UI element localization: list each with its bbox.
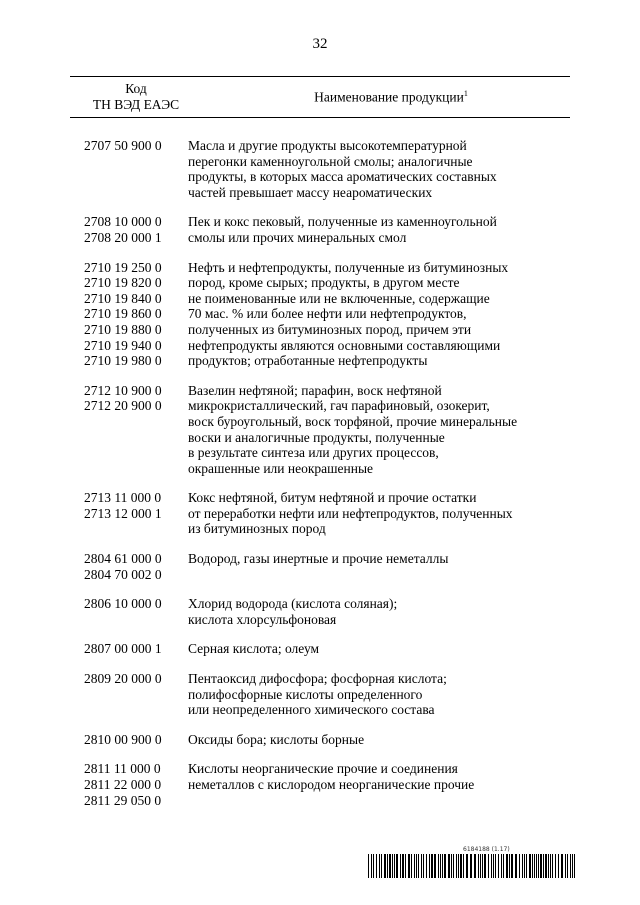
product-description: [188, 260, 508, 369]
code-header-line2: ТН ВЭД ЕАЭС: [92, 97, 180, 112]
description-line: продукты, в которых масса ароматических составных: [188, 169, 497, 185]
description-line: от переработки нефти или нефтепродуктов, полученных: [188, 505, 513, 521]
tnved-code: 2807 00 000 1: [84, 641, 162, 657]
tnved-code: 2710 19 980 0: [84, 353, 162, 369]
table-row: [84, 641, 574, 657]
tnved-code: 2811 22 000 0: [84, 777, 162, 792]
tnved-code: 2712 10 900 0: [84, 382, 162, 398]
tnved-code: 2710 19 250 0: [84, 259, 162, 275]
code-column-header: [70, 81, 202, 113]
code-cell: [84, 596, 188, 627]
description-line: пород, кроме сырых; продукты, в другом месте: [188, 275, 460, 291]
table-row: [84, 761, 574, 808]
description-line: Вазелин нефтяной; парафин, воск нефтяной: [188, 382, 442, 398]
description-line: Нефть и нефтепродукты, полученные из битуминозных: [188, 259, 509, 275]
code-header-line1: Код: [125, 81, 147, 96]
code-cell: [84, 490, 188, 537]
barcode-graphic: [368, 854, 578, 878]
product-description: [188, 641, 319, 657]
description-line: полифосфорные кислоты определенного: [188, 686, 423, 702]
description-line: не поименованные или не включенные, содержащие: [188, 290, 490, 306]
table-row: [84, 671, 574, 718]
product-description: [188, 138, 497, 200]
product-description: [188, 732, 364, 748]
product-description: [188, 214, 497, 245]
table-row: [84, 551, 574, 582]
tnved-code: 2710 19 860 0: [84, 306, 162, 322]
tnved-code: 2804 70 002 0: [84, 566, 162, 582]
description-line: Пентаоксид дифосфора; фосфорная кислота;: [188, 671, 447, 687]
name-header-label: Наименование продукции: [314, 89, 464, 105]
description-line: или неопределенного химического состава: [188, 702, 435, 718]
description-line: продуктов; отработанные нефтепродукты: [188, 353, 428, 369]
description-line: Оксиды бора; кислоты борные: [188, 731, 365, 747]
product-description: [188, 490, 513, 537]
description-line: из битуминозных пород: [188, 521, 326, 537]
description-line: кислота хлорсульфоновая: [188, 611, 337, 627]
description-line: в результате синтеза или других процессов,: [188, 445, 439, 461]
tnved-code: 2811 11 000 0: [84, 761, 161, 777]
code-cell: [84, 551, 188, 582]
product-description: [188, 383, 517, 477]
description-line: воск буроугольный, воск торфяной, прочие минеральные: [188, 413, 518, 429]
code-cell: [84, 732, 188, 748]
description-line: Пек и кокс пековый, полученные из каменноугольной: [188, 214, 497, 230]
description-line: 70 мас. % или более нефти или нефтепродуктов,: [188, 306, 467, 322]
description-line: Кокс нефтяной, битум нефтяной и прочие остатки: [188, 490, 477, 506]
description-line: Хлорид водорода (кислота соляная);: [188, 596, 398, 612]
tnved-code: 2713 11 000 0: [84, 490, 162, 506]
tnved-code: 2712 20 900 0: [84, 398, 162, 414]
product-description: [188, 671, 447, 718]
code-cell: [84, 671, 188, 718]
table-row: [84, 138, 574, 200]
description-line: воски и аналогичные продукты, полученные: [188, 429, 445, 445]
name-column-header: [202, 89, 570, 106]
table-header: [70, 76, 570, 118]
product-description: [188, 596, 397, 627]
tnved-code: 2810 00 900 0: [84, 731, 162, 747]
tnved-code: 2811 29 050 0: [84, 792, 162, 808]
description-line: полученных из битуминозных пород, причем эти: [188, 321, 472, 337]
footnote-marker: 1: [463, 88, 468, 98]
code-cell: [84, 214, 188, 245]
description-line: неметаллов с кислородом неорганические прочие: [188, 777, 475, 792]
tnved-code: 2710 19 940 0: [84, 337, 162, 353]
tnved-code: 2710 19 820 0: [84, 275, 162, 291]
table-row: [84, 214, 574, 245]
code-cell: [84, 641, 188, 657]
description-line: Серная кислота; олеум: [188, 641, 320, 657]
table-row: [84, 260, 574, 369]
description-line: микрокристаллический, гач парафиновый, озокерит,: [188, 398, 490, 414]
tnved-code: 2708 20 000 1: [84, 229, 162, 245]
code-cell: [84, 138, 188, 200]
tnved-code: 2804 61 000 0: [84, 551, 162, 567]
page-number: 32: [312, 36, 328, 52]
tnved-code: 2710 19 880 0: [84, 321, 162, 337]
tnved-code: 2707 50 900 0: [84, 138, 162, 153]
description-line: Водород, газы инертные и прочие неметаллы: [188, 551, 449, 567]
description-line: перегонки каменноугольной смолы; аналогичные: [188, 153, 473, 169]
tnved-code: 2710 19 840 0: [84, 290, 162, 306]
description-line: нефтепродукты являются основными составляющими: [188, 337, 501, 353]
tnved-code: 2713 12 000 1: [84, 505, 162, 521]
product-table-body: [84, 138, 574, 822]
tnved-code: 2806 10 000 0: [84, 596, 162, 612]
description-line: смолы или прочих минеральных смол: [188, 229, 407, 245]
barcode-number: 6184188 (1.17): [463, 846, 510, 853]
code-cell: [84, 260, 188, 369]
table-row: [84, 596, 574, 627]
table-row: [84, 732, 574, 748]
description-line: частей превышает массу неароматических: [188, 184, 433, 200]
tnved-code: 2809 20 000 0: [84, 671, 162, 687]
table-row: [84, 490, 574, 537]
description-line: Кислоты неорганические прочие и соединения: [188, 761, 458, 777]
description-line: окрашенные или неокрашенные: [188, 460, 374, 476]
code-cell: [84, 761, 188, 808]
code-cell: [84, 383, 188, 477]
description-line: Масла и другие продукты высокотемпературной: [188, 138, 467, 153]
product-description: [188, 761, 474, 808]
product-description: [188, 551, 448, 582]
table-row: [84, 383, 574, 477]
tnved-code: 2708 10 000 0: [84, 214, 162, 230]
